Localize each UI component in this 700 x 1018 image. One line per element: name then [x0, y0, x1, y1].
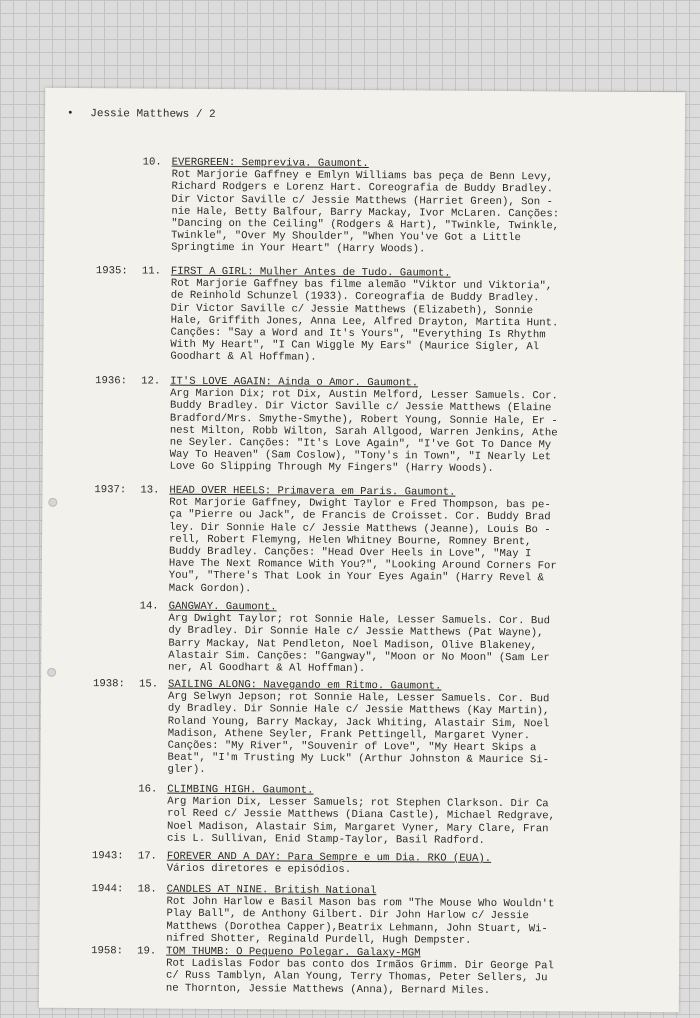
- entry-year: 1958:: [91, 945, 124, 958]
- entry-line: Dir Victor Saville c/ Jessie Matthews (Harriet Green), Son -: [171, 193, 553, 208]
- film-entry: [93, 678, 653, 777]
- film-title-line: CLIMBING HIGH. Gaumont.: [167, 783, 314, 797]
- entry-number: 19.: [137, 945, 157, 958]
- entry-number: 11.: [141, 265, 162, 278]
- entry-line: ça "Pierre ou Jack", de Francis de Croisset. Cor. Buddy Brad: [169, 509, 551, 524]
- entry-line: Roland Young, Barry Mackay, Jack Whiting, Alastair Sim, Noel: [167, 715, 550, 730]
- entry-line: cis L. Sullivan, Enid Stamp-Taylor, Basil Radford.: [166, 832, 485, 847]
- film-entry: [92, 783, 652, 847]
- entry-line: de Reinhold Schunzel (1933). Coreografia de Buddy Bradley.: [170, 290, 540, 305]
- entry-line: Madison, Athene Seyler, Frank Pettingell, Margaret Vyner.: [167, 727, 531, 742]
- entry-line: ley. Dir Sonnie Hale c/ Jessie Matthews (Jeanne), Louis Bo -: [169, 521, 551, 536]
- entry-line: Love Go Slipping Through My Fingers" (Harry Woods).: [169, 461, 494, 476]
- entry-line: Rot Ladislas Fodor bas conto dos Irmãos Grimm. Dir George Pal: [166, 957, 554, 973]
- entry-text: [170, 266, 656, 367]
- entry-text: [170, 376, 656, 477]
- entry-line: Canções: "My River", "Souvenir of Love", "My Heart Skips a: [167, 739, 537, 755]
- entry-line: Rot Marjorie Gaffney bas filme alemão "Viktor und Viktoria",: [170, 277, 553, 293]
- typed-page: [39, 88, 685, 1012]
- entry-year: 1943:: [91, 850, 124, 863]
- entry-number: 13.: [140, 484, 160, 497]
- entry-line: Buddy Bradley. Dir Victor Saville c/ Jessie Matthews (Elaine: [169, 400, 552, 415]
- entry-line: Rot Marjorie Gaffney e Emlyn Williams bas peça de Benn Levy,: [171, 168, 554, 184]
- entry-number: 12.: [141, 375, 161, 388]
- entry-line: Rot John Harlow e Basil Mason bas rom "The Mouse Who Wouldn't: [166, 895, 555, 911]
- punch-hole-icon: [48, 498, 57, 507]
- film-title-line: FIRST A GIRL: Mulher Antes de Tudo. Gaumont.: [170, 265, 451, 280]
- entry-number: 10.: [142, 156, 162, 169]
- film-entry: [95, 375, 655, 476]
- entry-line: gler).: [167, 764, 206, 777]
- entry-number: 18.: [137, 883, 157, 896]
- entry-line: Alastair Sim. Canções: "Gangway", "Moon or No Moon" (Sam Ler: [168, 649, 550, 665]
- film-title-line: FOREVER AND A DAY: Para Sempre e um Dia. RKO (EUA).: [166, 850, 492, 865]
- entry-text: [167, 784, 652, 848]
- entry-year: 1938:: [93, 678, 125, 691]
- entry-line: ner, Al Goodhart & Al Hoffman).: [168, 661, 366, 676]
- bullet-icon: •: [66, 107, 74, 120]
- film-title-line: HEAD OVER HEELS: Primavera em Paris. Gaumont.: [169, 484, 456, 499]
- film-entry: [94, 600, 654, 676]
- entry-line: ne Thornton, Jessie Matthews (Anna), Bernard Miles.: [165, 982, 491, 997]
- entry-line: c/ Russ Tamblyn, Alan Young, Terry Thomas, Peter Sellers, Ju: [165, 970, 548, 985]
- entry-line: Arg Dwight Taylor; rot Sonnie Hale, Lesser Samuels. Cor. Bud: [168, 612, 550, 628]
- entry-number: 14.: [139, 600, 159, 613]
- entry-line: Barry Mackay, Nat Pendleton, Noel Madison, Olive Blakeney,: [168, 637, 538, 652]
- entry-text: [167, 851, 652, 879]
- entry-text: [167, 679, 653, 780]
- header-title: Jessie Matthews / 2: [90, 108, 216, 121]
- entry-line: nifred Shotter, Reginald Purdell, Hugh Dempster.: [166, 932, 472, 947]
- entry-line: Play Ball", de Anthony Gilbert. Dir John Harlow c/ Jessie: [166, 908, 529, 923]
- entry-line: Buddy Bradley. Canções: "Head Over Heels in Love", "May I: [168, 545, 532, 561]
- entry-text: [166, 884, 651, 948]
- entry-line: nest Milton, Robb Wilton, Sarah Allgood, Warren Jenkins, Athe: [169, 424, 558, 440]
- page-header: [67, 108, 216, 121]
- entry-number: 17.: [137, 850, 157, 863]
- entry-line: Twinkle", "Over My Shoulder", "When You've Got a Little: [171, 229, 521, 245]
- entry-line: Arg Selwyn Jepson; rot Sonnie Hale, Lesser Samuels. Cor. Bud: [167, 690, 550, 706]
- film-entry: [91, 883, 652, 947]
- entry-line: Rot Marjorie Gaffney, Dwight Taylor e Fred Thompson, bas pe-: [169, 496, 551, 512]
- entry-text: [168, 601, 653, 678]
- film-entry: [97, 156, 657, 256]
- entry-line: Matthews (Dorothea Capper),Beatrix Lehmann, John Stuart, Wi-: [166, 920, 548, 935]
- film-title-line: SAILING ALONG: Navegando em Ritmo. Gaumont.: [168, 678, 442, 693]
- entry-text: [166, 946, 651, 998]
- film-entry: [95, 265, 656, 365]
- entry-text: [169, 485, 655, 598]
- film-title-line: CANDLES AT NINE. British National: [166, 883, 377, 898]
- entry-line: Mack Gordon).: [168, 582, 252, 595]
- entry-text: [171, 157, 657, 258]
- entry-line: Bradford/Mrs. Smythe-Smythe), Robert Young, Sonnie Hale, Er -: [169, 412, 558, 427]
- entry-line: Canções: "Say a Word and It's Yours", "Everything Is Rhythm: [170, 326, 546, 342]
- entry-line: rol Reed c/ Jessie Matthews (Diana Castle), Michael Redgrave,: [167, 808, 555, 823]
- entry-year: 1935:: [95, 265, 128, 278]
- entry-line: Dir Victor Saville c/ Jessie Matthews (Elizabeth), Sonnie: [170, 302, 534, 317]
- entry-line: Richard Rodgers e Lorenz Hart. Coreografia de Buddy Bradley.: [171, 181, 553, 196]
- entry-number: 16.: [138, 783, 158, 796]
- entry-line: Beat", "I'm Trusting My Luck" (Arthur Johnston & Maurice Si-: [167, 751, 550, 767]
- entry-line: Way To Heaven" (Sam Coslow), "Tony's in Town", "I Nearly Let: [169, 448, 552, 464]
- entry-line: Goodhart & Al Hoffman).: [170, 351, 317, 365]
- film-entry: [91, 850, 652, 877]
- entry-year: 1937:: [94, 484, 127, 497]
- entry-line: dy Bradley. Dir Sonnie Hale c/ Jessie Matthews (Pat Wayne),: [168, 625, 544, 640]
- film-title-line: IT'S LOVE AGAIN: Ainda o Amor. Gaumont.: [170, 375, 419, 390]
- film-title-line: TOM THUMB: O Pequeno Polegar. Galaxy-MGM: [166, 945, 421, 960]
- entry-line: Hale, Griffith Jones, Anna Lee, Alfred Drayton, Martita Hunt.: [170, 314, 559, 330]
- entry-line: rell, Robert Flemyng, Helen Whitney Bourne, Romney Brent,: [169, 533, 532, 548]
- film-entry: [94, 484, 654, 595]
- entry-line: nie Hale, Betty Balfour, Barry Mackay, Ivor McLaren. Canções:: [171, 205, 560, 221]
- entry-year: 1936:: [95, 375, 128, 388]
- entry-line: Noel Madison, Alastair Sim, Margaret Vyner, Mary Clare, Fran: [167, 820, 549, 835]
- entry-line: Arg Marion Dix; rot Dix, Austin Melford, Lesser Samuels. Cor.: [170, 387, 558, 403]
- entry-line: dy Bradley. Dir Sonnie Hale c/ Jessie Matthews (Kay Martin),: [167, 703, 550, 718]
- entry-number: 15.: [139, 678, 159, 691]
- entry-line: "Dancing on the Ceiling" (Rodgers & Hart), "Twinkle, Twinkle,: [171, 217, 560, 233]
- film-title-line: GANGWAY. Gaumont.: [168, 600, 277, 614]
- entry-line: With My Heart", "I Can Wiggle My Ears" (Maurice Sigler, Al: [170, 338, 540, 354]
- entry-line: Springtime in Your Heart" (Harry Woods).: [171, 242, 426, 256]
- entry-line: You", "There's That Look in Your Eyes Again" (Harry Revel &: [168, 570, 544, 585]
- entry-line: Vários diretores e episódios.: [166, 862, 352, 877]
- entry-line: Arg Marion Dix, Lesser Samuels; rot Stephen Clarkson. Dir Ca: [167, 795, 549, 811]
- entry-year: 1944:: [91, 883, 124, 896]
- punch-hole-icon: [47, 668, 56, 677]
- film-title-line: EVERGREEN: Sempreviva. Gaumont.: [171, 156, 369, 171]
- entry-line: Have The Next Romance With You?", "Looking Around Corners For: [168, 557, 557, 573]
- entry-line: ne Seyler. Canções: "It's Love Again", "I've Got To Dance My: [169, 436, 552, 452]
